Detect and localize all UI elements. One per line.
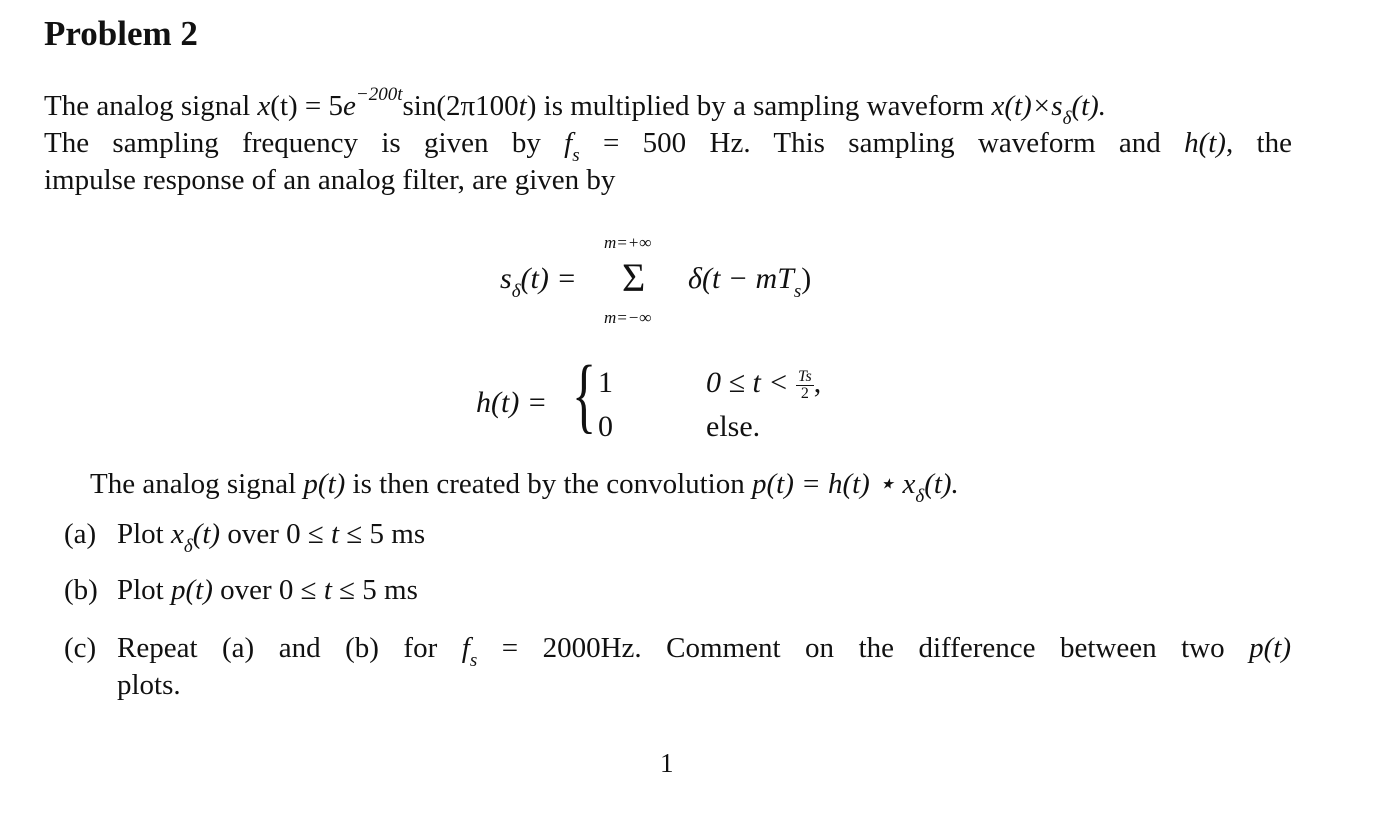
item-a-text: Plot $x_\delta(t)$ over 0 ≤ t ≤ 5 ms (117, 518, 426, 557)
sampling-lhs: $s_\delta(t)$ = (500, 262, 577, 302)
intro-line-1: The analog signal $x(t) = 5e^{-200t}\sin(2\pi 100t)$ is multiplied by a sampling waveform $x(t)\times s_\delta(t)$. (44, 84, 1107, 129)
problem-heading: Problem 2 (44, 14, 198, 53)
ts-over-2-fraction: $\frac{Ts}{2}$ (798, 367, 812, 402)
piecewise-brace: { (572, 349, 597, 442)
case-1-value: 1 (598, 366, 613, 399)
case-2-condition: else. (706, 410, 761, 443)
filter-lhs: h(t) = (476, 386, 548, 419)
intro-paragraph (44, 84, 1292, 199)
item-c-text-line-1: Repeat (a) and (b) for $f_s = 2000Hz$. Comment on the difference between two p(t) (117, 632, 1292, 671)
intro-line-3: impulse response of an analog filter, are given by (44, 164, 616, 196)
item-b-text: Plot p(t) over 0 ≤ t ≤ 5 ms (117, 574, 418, 606)
sampling-term: $\delta(t - mT_s)$ (688, 262, 812, 302)
intro-line-2: The sampling frequency is given by $f_s = 500$ Hz. This sampling waveform and h(t), the (44, 127, 1292, 166)
item-c-label: (c) (64, 632, 97, 664)
case-1-condition: 0 ≤ t < $\frac{Ts}{2}$ , (706, 366, 822, 402)
case-2-value: 0 (598, 410, 613, 443)
item-c-text-line-2: plots. (117, 669, 181, 701)
convolution-sentence: The analog signal p(t) is then created by the convolution p(t) = h(t) ⋆ $x_\delta(t)$. (90, 468, 959, 507)
sum-upper-limit: m=+∞ (604, 233, 652, 252)
sum-lower-limit: m=−∞ (604, 308, 652, 327)
item-a-label: (a) (64, 518, 97, 550)
item-b-label: (b) (64, 574, 98, 606)
summation-symbol: Σ (622, 255, 646, 300)
page-number: 1 (660, 748, 674, 778)
